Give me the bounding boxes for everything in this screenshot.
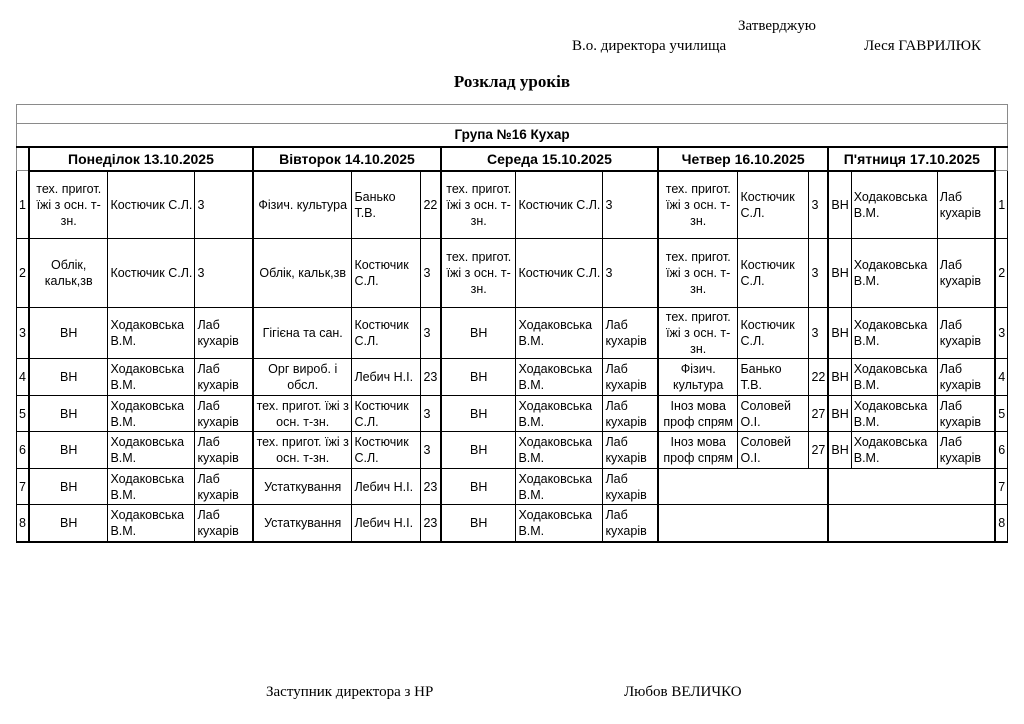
subject-wednesday: ВН — [441, 505, 516, 542]
subject-tuesday: Облік, кальк,зв — [253, 239, 352, 308]
room-tuesday: 23 — [421, 505, 441, 542]
room-monday: Лаб кухарів — [195, 432, 253, 469]
day-header-wednesday: Середа 15.10.2025 — [441, 147, 658, 171]
teacher-tuesday: Лебич Н.І. — [352, 505, 421, 542]
lesson-number-left: 4 — [17, 359, 29, 396]
empty-cell-friday — [828, 469, 995, 505]
room-monday: Лаб кухарів — [195, 359, 253, 396]
room-wednesday: Лаб кухарів — [603, 505, 658, 542]
room-wednesday: 3 — [603, 171, 658, 239]
room-wednesday: Лаб кухарів — [603, 469, 658, 505]
approver-name: Леся ГАВРИЛЮК — [864, 38, 982, 54]
lesson-number-right: 7 — [995, 469, 1007, 505]
schedule-row — [17, 469, 1008, 505]
room-thursday: 22 — [809, 359, 828, 396]
teacher-monday: Ходаковська В.М. — [108, 432, 195, 469]
group-title: Група №16 Кухар — [17, 124, 1008, 147]
teacher-tuesday: Костючик С.Л. — [352, 308, 421, 359]
teacher-wednesday: Ходаковська В.М. — [516, 432, 603, 469]
room-thursday: 27 — [809, 396, 828, 432]
subject-tuesday: Гігієна та сан. — [253, 308, 352, 359]
subject-tuesday: Фізич. культура — [253, 171, 352, 239]
room-wednesday: 3 — [603, 239, 658, 308]
room-wednesday: Лаб кухарів — [603, 359, 658, 396]
lesson-number-right: 6 — [995, 432, 1007, 469]
teacher-wednesday: Ходаковська В.М. — [516, 469, 603, 505]
lesson-number-left: 8 — [17, 505, 29, 542]
lesson-number-right: 8 — [995, 505, 1007, 542]
room-monday: 3 — [195, 171, 253, 239]
lesson-number-right: 3 — [995, 308, 1007, 359]
schedule-body — [17, 171, 1008, 542]
approver-position: В.о. директора училища — [572, 38, 727, 54]
teacher-friday: Ходаковська В.М. — [851, 239, 937, 308]
teacher-friday: Ходаковська В.М. — [851, 171, 937, 239]
teacher-thursday: Банько Т.В. — [738, 359, 809, 396]
subject-thursday: Іноз мова проф спрям — [658, 432, 738, 469]
teacher-wednesday: Ходаковська В.М. — [516, 359, 603, 396]
schedule-header — [17, 105, 1008, 171]
room-monday: Лаб кухарів — [195, 308, 253, 359]
lesson-number-left: 3 — [17, 308, 29, 359]
room-thursday: 3 — [809, 308, 828, 359]
teacher-thursday: Костючик С.Л. — [738, 171, 809, 239]
lesson-number-left: 2 — [17, 239, 29, 308]
lesson-number-right: 1 — [995, 171, 1007, 239]
subject-monday: ВН — [29, 432, 108, 469]
subject-friday: ВН — [828, 396, 851, 432]
schedule-row — [17, 171, 1008, 239]
room-tuesday: 23 — [421, 469, 441, 505]
subject-monday: ВН — [29, 396, 108, 432]
room-monday: 3 — [195, 239, 253, 308]
room-friday: Лаб кухарів — [937, 171, 995, 239]
room-thursday: 3 — [809, 239, 828, 308]
subject-monday: ВН — [29, 359, 108, 396]
schedule-row — [17, 432, 1008, 469]
schedule-row — [17, 308, 1008, 359]
room-tuesday: 3 — [421, 308, 441, 359]
subject-monday: Облік, кальк,зв — [29, 239, 108, 308]
day-header-tuesday: Вівторок 14.10.2025 — [253, 147, 441, 171]
schedule-row — [17, 359, 1008, 396]
subject-monday: ВН — [29, 469, 108, 505]
schedule-row — [17, 239, 1008, 308]
subject-thursday: тех. пригот. їжі з осн. т-зн. — [658, 239, 738, 308]
subject-friday: ВН — [828, 171, 851, 239]
schedule-row — [17, 505, 1008, 542]
subject-friday: ВН — [828, 359, 851, 396]
teacher-wednesday: Ходаковська В.М. — [516, 505, 603, 542]
teacher-tuesday: Костючик С.Л. — [352, 396, 421, 432]
subject-wednesday: тех. пригот. їжі з осн. т-зн. — [441, 171, 516, 239]
room-monday: Лаб кухарів — [195, 505, 253, 542]
room-friday: Лаб кухарів — [937, 396, 995, 432]
day-header-friday: П'ятниця 17.10.2025 — [828, 147, 995, 171]
schedule-table — [16, 104, 1008, 543]
footer-signer: Любов ВЕЛИЧКО — [624, 684, 742, 700]
teacher-monday: Ходаковська В.М. — [108, 359, 195, 396]
lesson-number-left: 7 — [17, 469, 29, 505]
teacher-thursday: Костючик С.Л. — [738, 308, 809, 359]
subject-tuesday: тех. пригот. їжі з осн. т-зн. — [253, 396, 352, 432]
subject-monday: ВН — [29, 308, 108, 359]
teacher-tuesday: Лебич Н.І. — [352, 359, 421, 396]
lesson-number-left: 1 — [17, 171, 29, 239]
teacher-monday: Ходаковська В.М. — [108, 505, 195, 542]
footer-position: Заступник директора з НР — [266, 684, 434, 700]
lesson-number-left: 6 — [17, 432, 29, 469]
teacher-monday: Костючик С.Л. — [108, 239, 195, 308]
room-tuesday: 3 — [421, 396, 441, 432]
teacher-monday: Ходаковська В.М. — [108, 469, 195, 505]
subject-friday: ВН — [828, 308, 851, 359]
room-wednesday: Лаб кухарів — [603, 396, 658, 432]
room-monday: Лаб кухарів — [195, 469, 253, 505]
room-friday: Лаб кухарів — [937, 359, 995, 396]
teacher-wednesday: Ходаковська В.М. — [516, 308, 603, 359]
room-monday: Лаб кухарів — [195, 396, 253, 432]
schedule-row — [17, 396, 1008, 432]
teacher-wednesday: Костючик С.Л. — [516, 171, 603, 239]
teacher-friday: Ходаковська В.М. — [851, 396, 937, 432]
day-header-monday: Понеділок 13.10.2025 — [29, 147, 253, 171]
subject-tuesday: тех. пригот. їжі з осн. т-зн. — [253, 432, 352, 469]
subject-tuesday: Устаткування — [253, 469, 352, 505]
teacher-friday: Ходаковська В.М. — [851, 432, 937, 469]
teacher-friday: Ходаковська В.М. — [851, 308, 937, 359]
subject-thursday: Іноз мова проф спрям — [658, 396, 738, 432]
teacher-tuesday: Костючик С.Л. — [352, 239, 421, 308]
room-tuesday: 3 — [421, 432, 441, 469]
subject-friday: ВН — [828, 432, 851, 469]
teacher-monday: Ходаковська В.М. — [108, 396, 195, 432]
subject-wednesday: ВН — [441, 359, 516, 396]
teacher-wednesday: Костючик С.Л. — [516, 239, 603, 308]
subject-thursday: Фізич. культура — [658, 359, 738, 396]
empty-cell-thursday — [658, 469, 828, 505]
room-tuesday: 3 — [421, 239, 441, 308]
room-thursday: 3 — [809, 171, 828, 239]
lesson-number-left: 5 — [17, 396, 29, 432]
subject-wednesday: ВН — [441, 396, 516, 432]
page-title: Розклад уроків — [453, 72, 571, 91]
day-header-right-cell — [995, 147, 1007, 171]
teacher-friday: Ходаковська В.М. — [851, 359, 937, 396]
teacher-tuesday: Банько Т.В. — [352, 171, 421, 239]
top-spacer — [17, 105, 1008, 124]
subject-tuesday: Устаткування — [253, 505, 352, 542]
teacher-monday: Костючик С.Л. — [108, 171, 195, 239]
room-tuesday: 22 — [421, 171, 441, 239]
subject-monday: тех. пригот. їжі з осн. т-зн. — [29, 171, 108, 239]
teacher-thursday: Костючик С.Л. — [738, 239, 809, 308]
room-tuesday: 23 — [421, 359, 441, 396]
room-friday: Лаб кухарів — [937, 239, 995, 308]
subject-wednesday: ВН — [441, 432, 516, 469]
subject-tuesday: Орг вироб. і обсл. — [253, 359, 352, 396]
lesson-number-right: 4 — [995, 359, 1007, 396]
teacher-thursday: Соловей О.І. — [738, 396, 809, 432]
room-thursday: 27 — [809, 432, 828, 469]
room-friday: Лаб кухарів — [937, 432, 995, 469]
approval-label: Затверджую — [738, 18, 816, 34]
lesson-number-right: 5 — [995, 396, 1007, 432]
subject-monday: ВН — [29, 505, 108, 542]
day-header-thursday: Четвер 16.10.2025 — [658, 147, 828, 171]
day-header-left-cell — [17, 147, 29, 171]
subject-thursday: тех. пригот. їжі з осн. т-зн. — [658, 308, 738, 359]
teacher-wednesday: Ходаковська В.М. — [516, 396, 603, 432]
teacher-tuesday: Костючик С.Л. — [352, 432, 421, 469]
empty-cell-thursday — [658, 505, 828, 542]
teacher-thursday: Соловей О.І. — [738, 432, 809, 469]
subject-wednesday: ВН — [441, 469, 516, 505]
room-wednesday: Лаб кухарів — [603, 308, 658, 359]
subject-friday: ВН — [828, 239, 851, 308]
subject-wednesday: ВН — [441, 308, 516, 359]
room-wednesday: Лаб кухарів — [603, 432, 658, 469]
room-friday: Лаб кухарів — [937, 308, 995, 359]
subject-wednesday: тех. пригот. їжі з осн. т-зн. — [441, 239, 516, 308]
lesson-number-right: 2 — [995, 239, 1007, 308]
subject-thursday: тех. пригот. їжі з осн. т-зн. — [658, 171, 738, 239]
teacher-monday: Ходаковська В.М. — [108, 308, 195, 359]
empty-cell-friday — [828, 505, 995, 542]
teacher-tuesday: Лебич Н.І. — [352, 469, 421, 505]
